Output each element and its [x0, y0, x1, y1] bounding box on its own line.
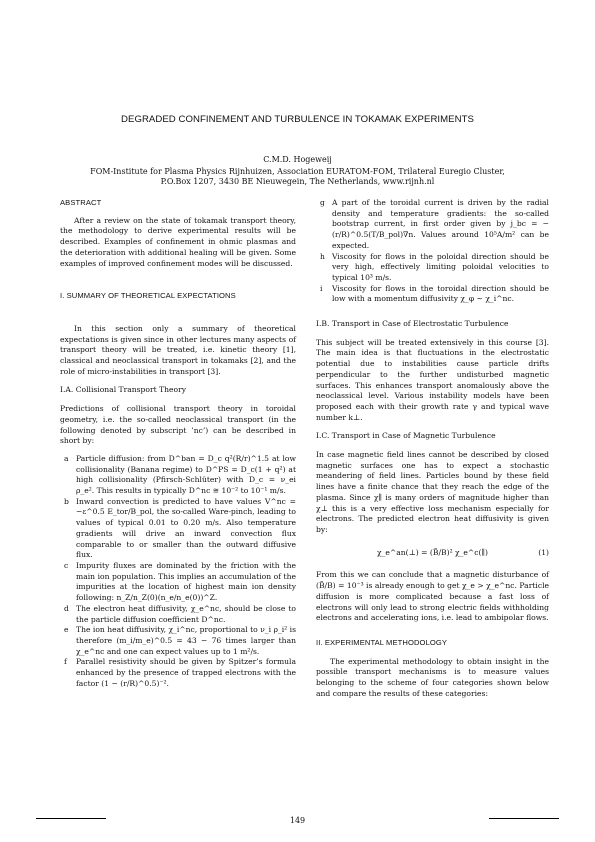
list-text: The ion heat diffusivity, χ_i^nc, proportional to ν_i ρ_i² is therefore (m_i/m_e)^0.5 = 43 − 76 times larger than χ_e^nc and one can expect values up to 1 m²/s. [76, 625, 296, 656]
abstract-text: After a review on the state of tokamak transport theory, the methodology to derive experimental results will be described. Examples of confinement in ohmic plasmas and the deterioration with additional healing will be given. Some examples of improved confinement modes will be discussed. [60, 215, 296, 268]
list-label: a [64, 453, 69, 463]
list-label: i [320, 283, 323, 293]
list-item [60, 497, 296, 561]
list-item [316, 284, 549, 305]
section-c-heading: I.C. Transport in Case of Magnetic Turbulence [316, 431, 496, 441]
list-text: Parallel resistivity should be given by Spitzer’s formula enhanced by the presence of trapped electrons with the factor (1 − (r/R)^0.5)⁻². [76, 657, 296, 688]
list-label: d [64, 603, 69, 613]
list-text: Viscosity for flows in the poloidal direction should be very high, effectively limiting poloidal velocities to typical 10³ m/s. [332, 251, 549, 282]
section-c-text: In case magnetic field lines cannot be described by closed magnetic surfaces one has to expect a stochastic meandering of field lines. Particles bound by these field lines have a finite chance that they reach the edge of the plasma. Since χ∥ is many orders of magnitude higher than χ⊥ this is a very effective loss mechanism especially for electrons. The predicted electron heat diffusivity is given by: [316, 450, 549, 534]
section-c-after: From this we can conclude that a magnetic disturbance of (B̃/B) = 10⁻³ is already enough to get χ_e > χ_e^nc. Particle diffusion is more complicated because a fast loss of electrons will only lead to strong electric fields withholding electrons and accelerating ions, i.e. lead to ambipolar flows. [316, 570, 549, 623]
page-number: 149 [289, 816, 306, 825]
list-label: h [320, 251, 325, 261]
equation-number: (1) [538, 547, 549, 557]
list-text: Particle diffusion: from D^ban = D_c q²(R/r)^1.5 at low collisionality (Banana regime) to D^PS = D_c(1 + q²) at high collisionality (Pfirsch-Schlüter) with D_c = ν_ei ρ_e². This results in typically D^nc ≅ 10⁻² to 10⁻¹ m/s. [76, 453, 296, 496]
list-label: g [320, 198, 325, 207]
section-a-intro: Predictions of collisional transport theory in toroidal geometry, i.e. the so-called neoclassical transport (in the following denoted by subscript ’nc’) can be described in short by: [60, 404, 296, 446]
author: C.M.D. Hogeweij [263, 155, 332, 164]
section-2-heading: II. EXPERIMENTAL METHODOLOGY [316, 637, 448, 647]
section-1-heading: I. SUMMARY OF THEORETICAL EXPECTATIONS [60, 291, 236, 301]
section-b-heading: I.B. Transport in Case of Electrostatic Turbulence [316, 319, 509, 329]
section-b-text: This subject will be treated extensively in this course [3]. The main idea is that fluctuations in the electrostatic potential due to instabilities cause particle drifts perpendicular to the further undisturbed magnetic surfaces. This enhances transport anomalously above the neoclassical level. Various instability models have been proposed each with their growth rate γ and typical wave number k⊥. [316, 337, 549, 422]
paper-title: DEGRADED CONFINEMENT AND TURBULENCE IN TOKAMAK EXPERIMENTS [121, 114, 474, 125]
affiliation-line-2: P.O.Box 1207, 3430 BE Nieuwegein, The Netherlands, www.rijnh.nl [160, 177, 435, 186]
list-item [60, 604, 296, 625]
section-a-heading: I.A. Collisional Transport Theory [60, 385, 187, 395]
list-label: e [64, 625, 69, 635]
equation-body: χ_e^an(⊥) = (B̃/B)² χ_e^c(∥) [377, 547, 488, 557]
list-item [316, 252, 549, 284]
list-text: Impurity fluxes are dominated by the friction with the main ion population. This implies an accumulation of the impurities at the location of highest main ion density following: n_Z/n_Z(0)(n_e/n_e(0))^Z. [76, 560, 296, 603]
list-text: A part of the toroidal current is driven by the radial density and temperature gradients: the so-called bootstrap current, in first order given by j_bc = −(r/R)^0.5(T/B_pol)∇n. Values around 10⁵A/m² can be expected. [332, 198, 549, 250]
right-column [316, 198, 549, 699]
neoclassical-list-continued [316, 198, 549, 305]
list-label: f [64, 657, 67, 667]
list-label: b [64, 496, 69, 506]
list-item [60, 454, 296, 497]
list-text: Inward convection is predicted to have values V^nc = −ε^0.5 E_tor/B_pol, the so-called Ware-pinch, leading to values of typical 0.01 to 0.20 m/s. Also temperature gradients will drive an inward convection flux comparable to or smaller than the outward diffusive flux. [76, 496, 296, 560]
list-item [60, 561, 296, 604]
list-text: The electron heat diffusivity, χ_e^nc, should be close to the particle diffusion coefficient D^nc. [76, 603, 296, 624]
section-2-text: The experimental methodology to obtain insight in the possible transport mechanisms is to measure values belonging to the scheme of four categories shown below and compare the results of these categories: [316, 656, 549, 698]
list-text: Viscosity for flows in the toroidal direction should be low with a momentum diffusivity χ_φ ∼ χ_i^nc. [332, 283, 549, 304]
neoclassical-list [60, 454, 296, 689]
affiliation-line-1: FOM-Institute for Plasma Physics Rijnhuizen, Association EURATOM-FOM, Trilateral Euregio Cluster, [90, 167, 505, 176]
list-item [60, 657, 296, 689]
abstract-heading: ABSTRACT [60, 198, 102, 207]
left-column [60, 198, 296, 689]
section-1-intro: In this section only a summary of theoretical expectations is given since in other lectures many aspects of transport theory will be treated, i.e. kinetic theory [1], classical and neoclassical transport in tokamaks [2], and the role of micro-instabilities in transport [3]. [60, 323, 296, 376]
list-item [60, 625, 296, 657]
list-label: c [64, 560, 69, 570]
equation-1 [316, 548, 549, 559]
list-item [316, 198, 549, 252]
